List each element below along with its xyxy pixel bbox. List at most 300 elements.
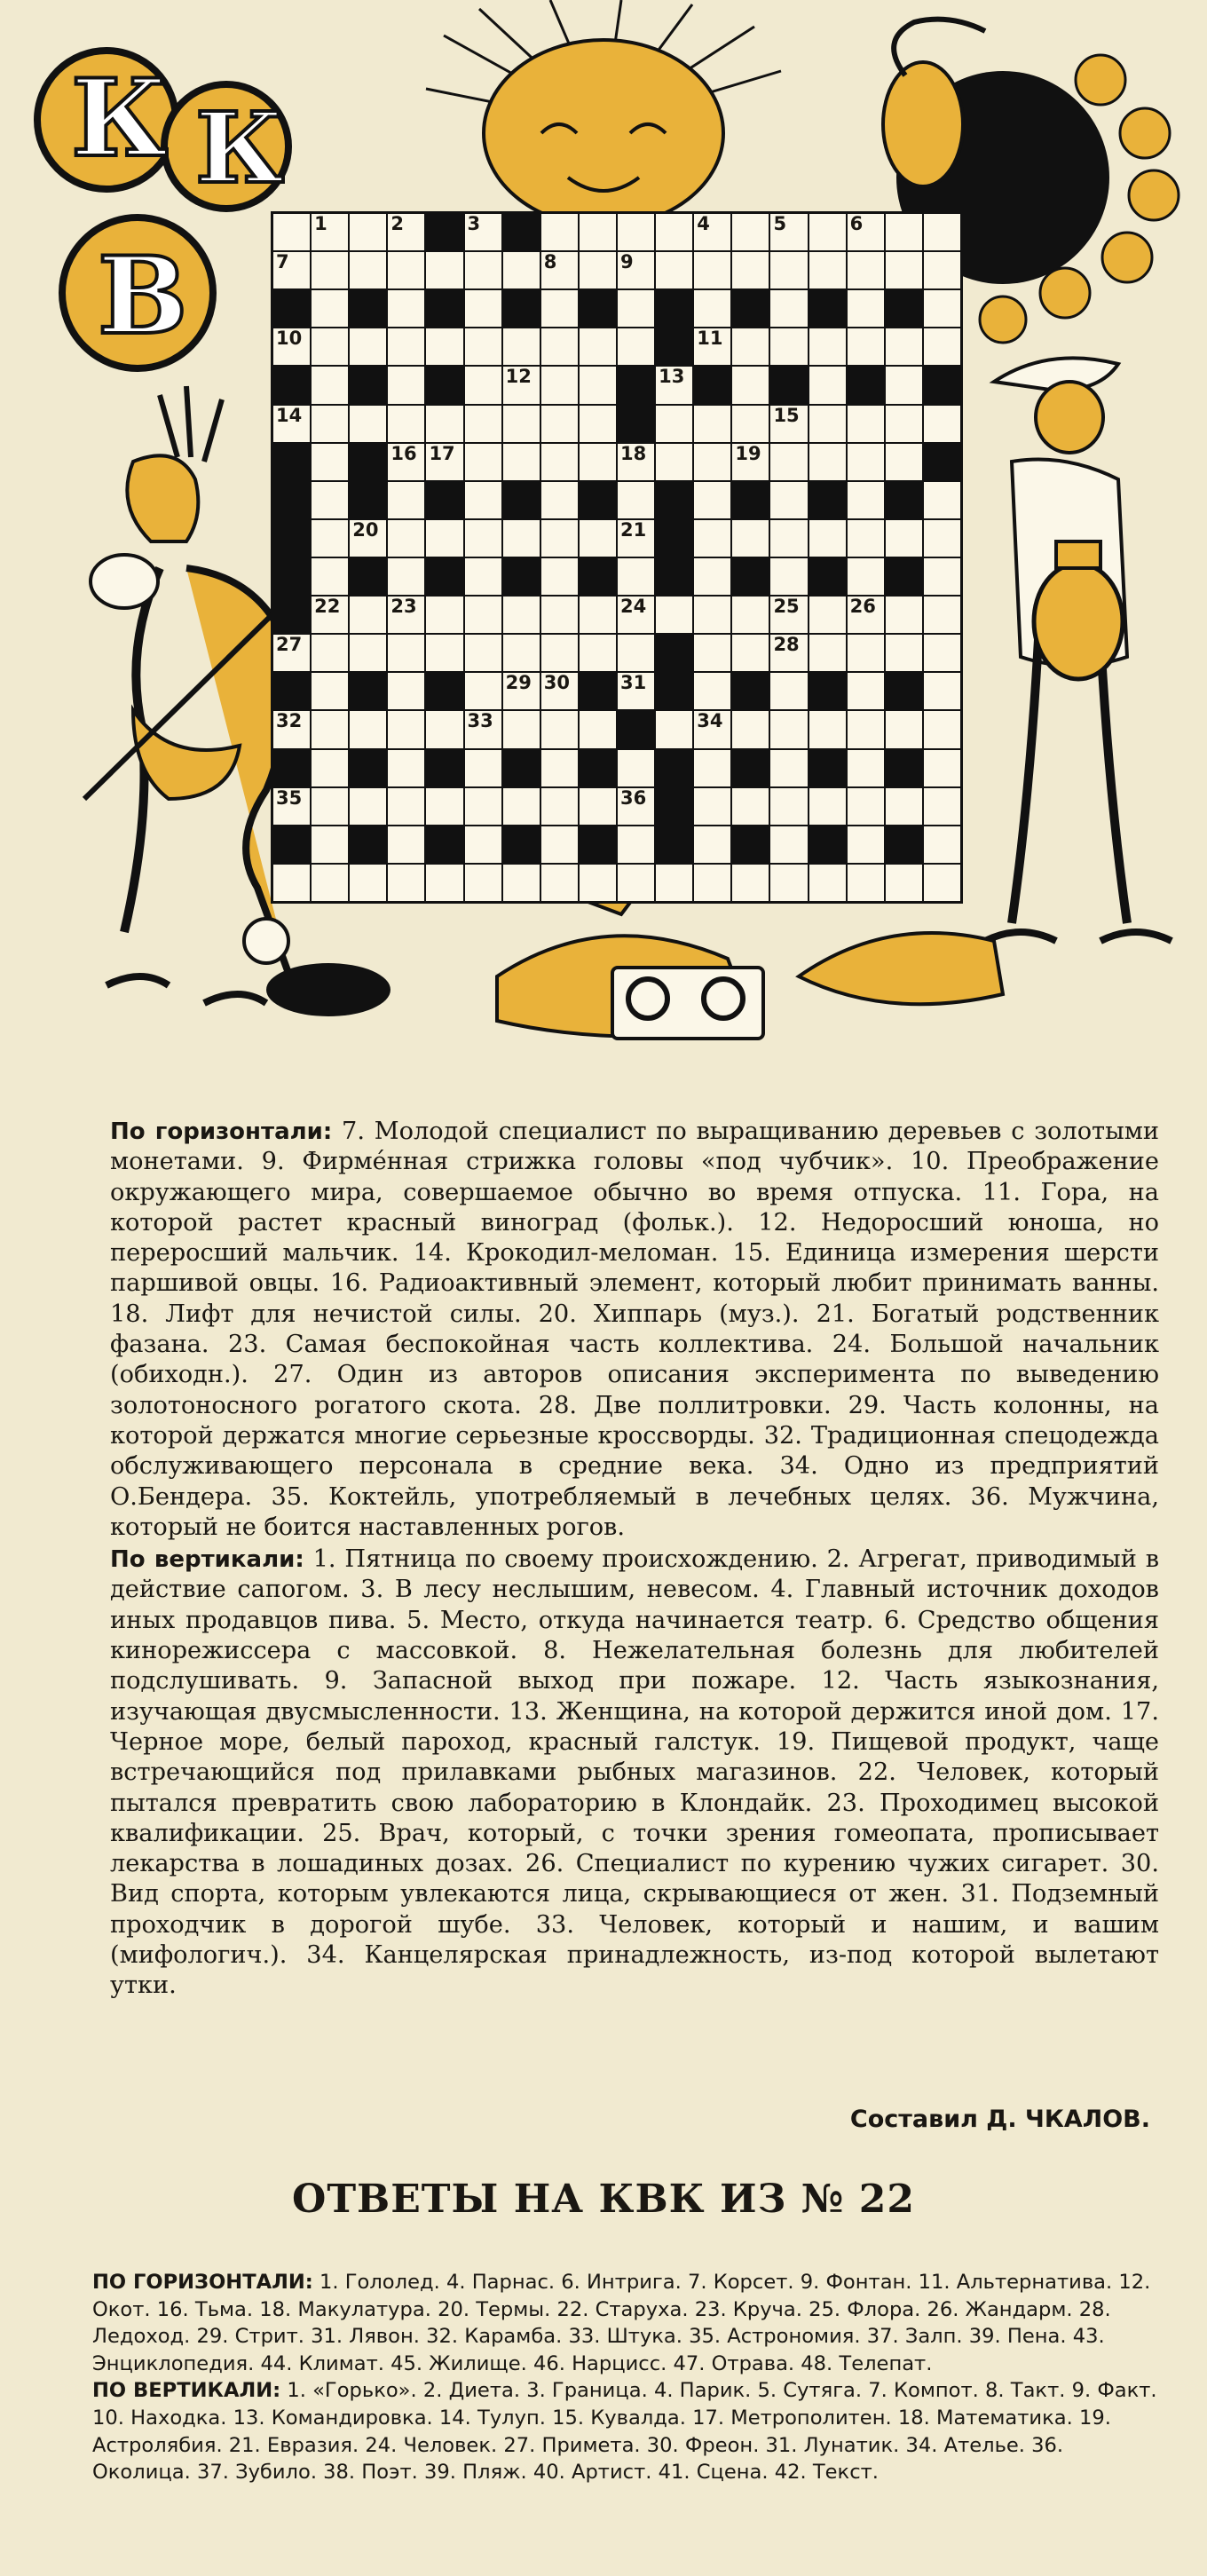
crossword-cell[interactable] [312,826,348,863]
crossword-cell[interactable] [809,597,846,633]
crossword-cell[interactable] [503,865,540,901]
crossword-cell[interactable] [924,558,960,595]
black-square [426,482,462,518]
crossword-cell[interactable] [656,711,692,747]
crossword-cell[interactable] [388,673,424,709]
black-square [503,482,540,518]
crossword-cell[interactable] [388,252,424,288]
crossword-cell[interactable] [618,482,654,518]
crossword-cell[interactable] [388,788,424,825]
crossword-cell[interactable] [656,597,692,633]
answers-across-heading: ПО ГОРИЗОНТАЛИ: [92,2271,313,2294]
crossword-cell[interactable] [732,865,769,901]
crossword-cell[interactable] [770,406,807,442]
clue-number: 27 [276,634,303,656]
crossword-cell[interactable] [924,520,960,557]
crossword-cell[interactable] [848,444,884,480]
crossword-cell[interactable] [656,367,692,403]
crossword-cell[interactable] [656,214,692,250]
crossword-cell[interactable] [273,635,310,671]
crossword-cell[interactable] [770,444,807,480]
crossword-cell[interactable] [886,711,922,747]
crossword-cell[interactable] [618,788,654,825]
clue-number: 30 [543,672,570,694]
crossword-cell[interactable] [350,711,386,747]
crossword-cell[interactable] [580,367,616,403]
crossword-cell[interactable] [618,520,654,557]
black-square [580,558,616,595]
crossword-cell[interactable] [694,520,730,557]
crossword-cell[interactable] [426,520,462,557]
crossword-cell[interactable] [809,444,846,480]
crossword-cell[interactable] [694,597,730,633]
crossword-cell[interactable] [580,711,616,747]
crossword-cell[interactable] [465,367,501,403]
crossword-cell[interactable] [770,635,807,671]
black-square [273,750,310,786]
black-square [732,750,769,786]
crossword-cell[interactable] [388,328,424,365]
crossword-cell[interactable] [924,673,960,709]
clue-number: 7 [276,251,289,273]
crossword-cell[interactable] [618,597,654,633]
crossword-cell[interactable] [580,788,616,825]
crossword-cell[interactable] [618,558,654,595]
crossword-cell[interactable] [770,673,807,709]
crossword-cell[interactable] [770,482,807,518]
crossword-cell[interactable] [694,406,730,442]
crossword-cell[interactable] [656,865,692,901]
crossword-cell[interactable] [770,865,807,901]
crossword-cell[interactable] [580,520,616,557]
crossword-cell[interactable] [388,214,424,250]
crossword-cell[interactable] [273,214,310,250]
crossword-cell[interactable] [350,788,386,825]
crossword-cell[interactable] [541,750,578,786]
crossword-cell[interactable] [541,826,578,863]
crossword-cell[interactable] [465,482,501,518]
crossword-cell[interactable] [770,520,807,557]
crossword-cell[interactable] [465,673,501,709]
black-square [886,673,922,709]
crossword-cell[interactable] [426,865,462,901]
crossword-cell[interactable] [694,482,730,518]
crossword-cell[interactable] [848,214,884,250]
crossword-cell[interactable] [732,328,769,365]
across-clues-text: 7. Молодой специалист по выращиванию деревьев с золотыми монетами. 9. Фирме́нная стрижка головы «под чубчик». 10. Преображение окружающего мира, совершаемое обычно во время отпуска. 11. Гора, на которой растет красный виноград (фольк.). 12. Недоросший юноша, но переросший мальчик. 14. Крокодил-меломан. 15. Единица измерения шерсти паршивой овцы. 16. Радиоактивный элемент, который любит принимать ванны. 18. Лифт для нечистой силы. 20. Хиппарь (муз.). 21. Богатый родственник фазана. 23. Самая беспокойная часть коллектива. 24. Большой начальник (обиходн.). 27. Один из авторов описания эксперимента по выведению золотоносного рогатого скота. 28. Две поллитровки. 29. Часть колонны, на которой держатся многие серьезные кроссворды. 32. Традиционная спецодежда обслуживающего персонала в средние века. 34. Одно из предприятий О.Бендера. 35. Коктейль, употребляемый в лечебных целях. 36. Мужчина, который не боится наставленных рогов. [110,1118,1160,1541]
crossword-cell[interactable] [770,558,807,595]
crossword-cell[interactable] [924,788,960,825]
svg-text:К: К [195,91,285,205]
crossword-cell[interactable] [503,252,540,288]
crossword-cell[interactable] [618,214,654,250]
crossword-cell[interactable] [580,635,616,671]
crossword-cell[interactable] [541,214,578,250]
crossword-cell[interactable] [312,788,348,825]
crossword-cell[interactable] [580,214,616,250]
crossword-cell[interactable] [273,406,310,442]
crossword-cell[interactable] [541,444,578,480]
black-square [809,750,846,786]
black-square [273,673,310,709]
crossword-cell[interactable] [312,635,348,671]
crossword-cell[interactable] [809,406,846,442]
crossword-cell[interactable] [848,520,884,557]
crossword-cell[interactable] [694,865,730,901]
crossword-cell[interactable] [848,826,884,863]
black-square [656,290,692,327]
crossword-cell[interactable] [618,865,654,901]
crossword-cell[interactable] [465,635,501,671]
crossword-cell[interactable] [580,328,616,365]
crossword-cell[interactable] [312,444,348,480]
answers-down-heading: ПО ВЕРТИКАЛИ: [92,2379,281,2403]
crossword-cell[interactable] [388,711,424,747]
black-square [503,750,540,786]
crossword-cell[interactable] [350,214,386,250]
black-square [426,558,462,595]
crossword-cell[interactable] [809,520,846,557]
crossword-cell[interactable] [541,252,578,288]
crossword-cell[interactable] [732,597,769,633]
crossword-cell[interactable] [656,252,692,288]
black-square [350,558,386,595]
crossword-cell[interactable] [886,635,922,671]
crossword-cell[interactable] [541,865,578,901]
crossword-cell[interactable] [541,558,578,595]
clue-number: 33 [467,710,493,732]
crossword-cell[interactable] [924,826,960,863]
crossword-cell[interactable] [388,826,424,863]
black-square [732,558,769,595]
kvk-logo [37,51,288,368]
crossword-cell[interactable] [426,635,462,671]
crossword-cell[interactable] [809,214,846,250]
crossword-cell[interactable] [848,558,884,595]
crossword-cell[interactable] [770,214,807,250]
crossword-cell[interactable] [924,290,960,327]
black-square [886,750,922,786]
crossword-cell[interactable] [732,252,769,288]
black-square [809,826,846,863]
crossword-cell[interactable] [312,406,348,442]
crossword-cell[interactable] [886,328,922,365]
crossword-cell[interactable] [770,826,807,863]
crossword-cell[interactable] [732,367,769,403]
crossword-cell[interactable] [541,597,578,633]
crossword-cell[interactable] [465,252,501,288]
author-credit: Составил Д. ЧКАЛОВ. [849,2106,1150,2133]
crossword-cell[interactable] [886,865,922,901]
crossword-cell[interactable] [848,597,884,633]
crossword-cell[interactable] [426,597,462,633]
crossword-cell[interactable] [924,406,960,442]
svg-text:В: В [98,233,188,359]
crossword-cell[interactable] [541,711,578,747]
crossword-cell[interactable] [618,826,654,863]
crossword-cell[interactable] [312,750,348,786]
crossword-cell[interactable] [388,482,424,518]
crossword-cell[interactable] [465,788,501,825]
crossword-cell[interactable] [541,520,578,557]
crossword-cell[interactable] [656,444,692,480]
crossword-cell[interactable] [503,520,540,557]
crossword-cell[interactable] [580,252,616,288]
black-square [886,558,922,595]
black-square [809,673,846,709]
crossword-cell[interactable] [273,788,310,825]
crossword-cell[interactable] [694,711,730,747]
black-square [848,367,884,403]
crossword-cell[interactable] [580,865,616,901]
black-square [656,826,692,863]
crossword-cell[interactable] [503,444,540,480]
crossword-cell[interactable] [312,558,348,595]
crossword-cell[interactable] [694,252,730,288]
crossword-cell[interactable] [312,520,348,557]
crossword-cell[interactable] [694,214,730,250]
crossword-cell[interactable] [465,328,501,365]
crossword-cell[interactable] [388,597,424,633]
crossword-cell[interactable] [465,444,501,480]
crossword-cell[interactable] [350,252,386,288]
crossword-cell[interactable] [541,290,578,327]
crossword-cell[interactable] [426,406,462,442]
crossword-cell[interactable] [503,597,540,633]
answers-across [92,2269,1157,2377]
crossword-cell[interactable] [809,788,846,825]
crossword-cell[interactable] [848,328,884,365]
crossword-cell[interactable] [848,673,884,709]
black-square [580,482,616,518]
crossword-cell[interactable] [694,788,730,825]
crossword-cell[interactable] [694,328,730,365]
crossword-cell[interactable] [924,214,960,250]
crossword-cell[interactable] [541,328,578,365]
crossword-cell[interactable] [848,252,884,288]
crossword-cell[interactable] [503,367,540,403]
crossword-cell[interactable] [924,865,960,901]
clue-number: 13 [659,366,685,388]
crossword-cell[interactable] [848,788,884,825]
crossword-cell[interactable] [465,597,501,633]
black-square [732,290,769,327]
crossword-cell[interactable] [312,328,348,365]
crossword-cell[interactable] [732,406,769,442]
crossword-cell[interactable] [618,750,654,786]
black-square [350,444,386,480]
crossword-cell[interactable] [618,444,654,480]
crossword-cell[interactable] [426,711,462,747]
clue-number: 10 [276,328,303,350]
crossword-cell[interactable] [580,406,616,442]
crossword-cell[interactable] [694,558,730,595]
crossword-cell[interactable] [656,406,692,442]
black-square [694,367,730,403]
clue-number: 16 [390,442,417,464]
crossword-cell[interactable] [312,367,348,403]
crossword-cell[interactable] [886,406,922,442]
crossword-cell[interactable] [848,406,884,442]
crossword-cell[interactable] [426,252,462,288]
crossword-cell[interactable] [350,635,386,671]
crossword-cell[interactable] [732,635,769,671]
crossword-cell[interactable] [388,520,424,557]
crossword-cell[interactable] [388,635,424,671]
crossword-cell[interactable] [924,597,960,633]
crossword-cell[interactable] [694,826,730,863]
crossword-cell[interactable] [809,635,846,671]
crossword-cell[interactable] [541,635,578,671]
crossword-cell[interactable] [848,865,884,901]
crossword-cell[interactable] [426,328,462,365]
crossword-cell[interactable] [503,673,540,709]
crossword-cell[interactable] [312,673,348,709]
crossword-cell[interactable] [809,328,846,365]
crossword-cell[interactable] [426,444,462,480]
crossword-cell[interactable] [848,482,884,518]
crossword-cell[interactable] [886,444,922,480]
crossword-cell[interactable] [465,406,501,442]
crossword-cell[interactable] [848,635,884,671]
crossword-cell[interactable] [465,711,501,747]
crossword-cell[interactable] [770,788,807,825]
crossword-cell[interactable] [388,406,424,442]
crossword-cell[interactable] [350,520,386,557]
crossword-cell[interactable] [732,214,769,250]
crossword-cell[interactable] [694,635,730,671]
crossword-cell[interactable] [503,788,540,825]
crossword-cell[interactable] [848,750,884,786]
crossword-cell[interactable] [618,673,654,709]
crossword-cell[interactable] [886,597,922,633]
black-square [350,673,386,709]
clue-number: 25 [773,596,800,618]
crossword-cell[interactable] [580,597,616,633]
crossword-cell[interactable] [618,252,654,288]
crossword-cell[interactable] [465,290,501,327]
crossword-cell[interactable] [924,252,960,288]
crossword-cell[interactable] [809,711,846,747]
crossword-cell[interactable] [809,252,846,288]
crossword-cell[interactable] [312,711,348,747]
crossword-cell[interactable] [618,328,654,365]
crossword-cell[interactable] [465,865,501,901]
crossword-cell[interactable] [770,252,807,288]
crossword-cell[interactable] [503,711,540,747]
crossword-cell[interactable] [465,520,501,557]
crossword-cell[interactable] [312,482,348,518]
black-square [886,826,922,863]
crossword-cell[interactable] [924,635,960,671]
crossword-cell[interactable] [388,444,424,480]
crossword-cell[interactable] [503,328,540,365]
crossword-cell[interactable] [541,367,578,403]
crossword-cell[interactable] [350,865,386,901]
crossword-cell[interactable] [694,673,730,709]
crossword-cell[interactable] [350,597,386,633]
black-square [273,444,310,480]
crossword-cell[interactable] [273,711,310,747]
crossword-cell[interactable] [388,865,424,901]
crossword-cell[interactable] [732,444,769,480]
crossword-cell[interactable] [694,290,730,327]
crossword-cell[interactable] [618,290,654,327]
crossword-cell[interactable] [732,788,769,825]
clue-number: 8 [543,251,557,273]
crossword-cell[interactable] [465,826,501,863]
crossword-cell[interactable] [465,214,501,250]
clue-number: 1 [314,213,327,234]
crossword-cell[interactable] [388,750,424,786]
crossword-cell[interactable] [770,290,807,327]
crossword-cell[interactable] [924,750,960,786]
clue-number: 20 [352,518,379,541]
crossword-cell[interactable] [770,328,807,365]
crossword-cell[interactable] [388,558,424,595]
crossword-cell[interactable] [541,788,578,825]
crossword-cell[interactable] [694,444,730,480]
black-square [503,290,540,327]
crossword-cell[interactable] [388,290,424,327]
crossword-cell[interactable] [350,328,386,365]
crossword-cell[interactable] [541,406,578,442]
crossword-cell[interactable] [618,635,654,671]
crossword-cell[interactable] [580,444,616,480]
crossword-cell[interactable] [312,252,348,288]
crossword-cell[interactable] [273,252,310,288]
crossword-cell[interactable] [541,482,578,518]
crossword-cell[interactable] [312,597,348,633]
crossword-cell[interactable] [503,635,540,671]
crossword-cell[interactable] [770,597,807,633]
crossword-cell[interactable] [541,673,578,709]
crossword-cell[interactable] [924,711,960,747]
crossword-cell[interactable] [312,865,348,901]
crossword-cell[interactable] [273,865,310,901]
crossword-cell[interactable] [886,520,922,557]
clue-number: 28 [773,634,800,656]
black-square [350,826,386,863]
crossword-cell[interactable] [388,367,424,403]
crossword-cell[interactable] [924,328,960,365]
crossword-cell[interactable] [809,367,846,403]
crossword-cell[interactable] [694,750,730,786]
crossword-cell[interactable] [924,482,960,518]
crossword-cell[interactable] [503,406,540,442]
crossword-cell[interactable] [848,290,884,327]
crossword-cell[interactable] [809,865,846,901]
answers-title: ОТВЕТЫ НА КВК ИЗ № 22 [291,2177,915,2222]
crossword-cell[interactable] [732,711,769,747]
crossword-cell[interactable] [848,711,884,747]
crossword-cell[interactable] [273,328,310,365]
crossword-cell[interactable] [770,750,807,786]
crossword-cell[interactable] [426,788,462,825]
crossword-cell[interactable] [312,290,348,327]
crossword-cell[interactable] [886,214,922,250]
crossword-cell[interactable] [350,406,386,442]
crossword-cell[interactable] [312,214,348,250]
crossword-cell[interactable] [732,520,769,557]
crossword-cell[interactable] [886,367,922,403]
crossword-cell[interactable] [465,558,501,595]
crossword-cell[interactable] [886,788,922,825]
crossword-cell[interactable] [465,750,501,786]
crossword-cell[interactable] [770,711,807,747]
black-square [656,328,692,365]
crossword-cell[interactable] [886,252,922,288]
